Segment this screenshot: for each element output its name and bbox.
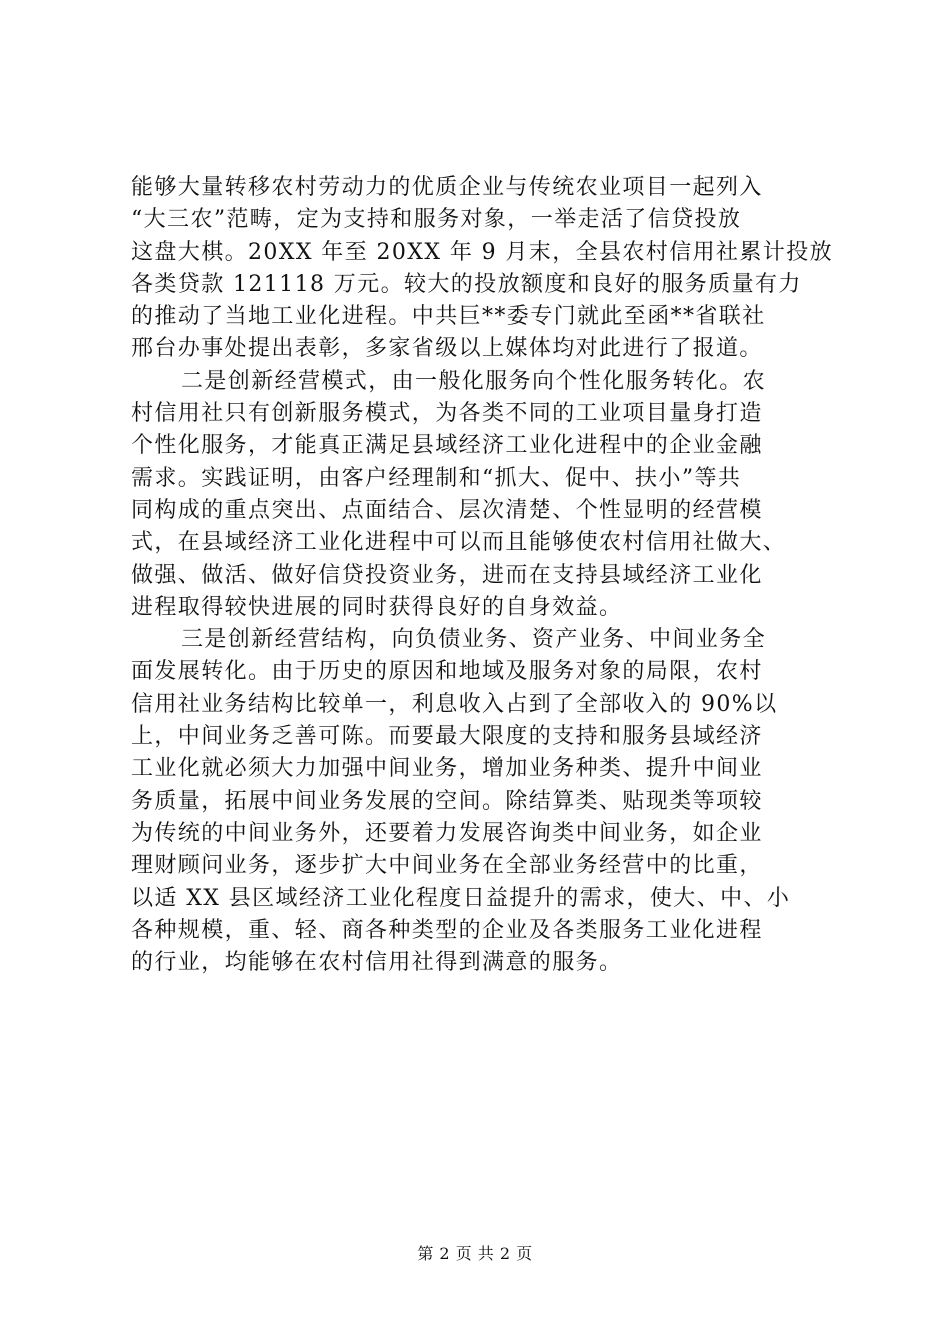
text-line: 各种规模，重、轻、商各种类型的企业及各类服务工业化进程	[131, 917, 763, 943]
text-line: 理财顾问业务，逐步扩大中间业务在全部业务经营中的比重，	[131, 853, 763, 879]
paragraph-start-line: 三是创新经营结构，向负债业务、资产业务、中间业务全	[181, 627, 767, 653]
document-body	[131, 172, 834, 979]
text-line: 各类贷款 121118 万元。较大的投放额度和良好的服务质量有力	[131, 271, 802, 297]
text-line: 的推动了当地工业化进程。中共巨**委专门就此至函**省联社	[131, 304, 766, 330]
text-line: 面发展转化。由于历史的原因和地域及服务对象的局限，农村	[131, 659, 763, 685]
paragraph-start-line: 二是创新经营模式，由一般化服务向个性化服务转化。农	[181, 368, 767, 394]
page-number-footer: 第 2 页 共 2 页	[417, 1244, 533, 1263]
text-line: 为传统的中间业务外，还要着力发展咨询类中间业务，如企业	[131, 820, 763, 846]
text-line: 同构成的重点突出、点面结合、层次清楚、个性显明的经营模	[131, 497, 763, 523]
text-line: 的行业，均能够在农村信用社得到满意的服务。	[131, 950, 623, 976]
text-line: 工业化就必须大力加强中间业务，增加业务种类、提升中间业	[131, 756, 763, 782]
text-line: 需求。实践证明，由客户经理制和“抓大、促中、扶小”等共	[131, 465, 742, 491]
text-line: 个性化服务，才能真正满足县域经济工业化进程中的企业金融	[131, 433, 763, 459]
text-line: 做强、做活、做好信贷投资业务，进而在支持县域经济工业化	[131, 562, 763, 588]
text-line: 信用社业务结构比较单一，利息收入占到了全部收入的 90%以	[131, 691, 778, 717]
text-line: “大三农”范畴，定为支持和服务对象，一举走活了信贷投放	[131, 207, 742, 233]
text-line: 邢台办事处提出表彰，多家省级以上媒体均对此进行了报道。	[131, 336, 763, 362]
text-line: 务质量，拓展中间业务发展的空间。除结算类、贴现类等项较	[131, 788, 763, 814]
text-line: 以适 XX 县区域经济工业化程度日益提升的需求，使大、中、小	[131, 885, 791, 911]
text-line: 村信用社只有创新服务模式，为各类不同的工业项目量身打造	[131, 401, 763, 427]
text-line: 这盘大棋。20XX 年至 20XX 年 9 月末，全县农村信用社累计投放	[131, 239, 834, 265]
text-line: 进程取得较快进展的同时获得良好的自身效益。	[131, 594, 623, 620]
text-line: 式，在县域经济工业化进程中可以而且能够使农村信用社做大、	[131, 530, 787, 556]
text-line: 上，中间业务乏善可陈。而要最大限度的支持和服务县域经济	[131, 724, 763, 750]
text-line: 能够大量转移农村劳动力的优质企业与传统农业项目一起列入	[131, 175, 763, 200]
